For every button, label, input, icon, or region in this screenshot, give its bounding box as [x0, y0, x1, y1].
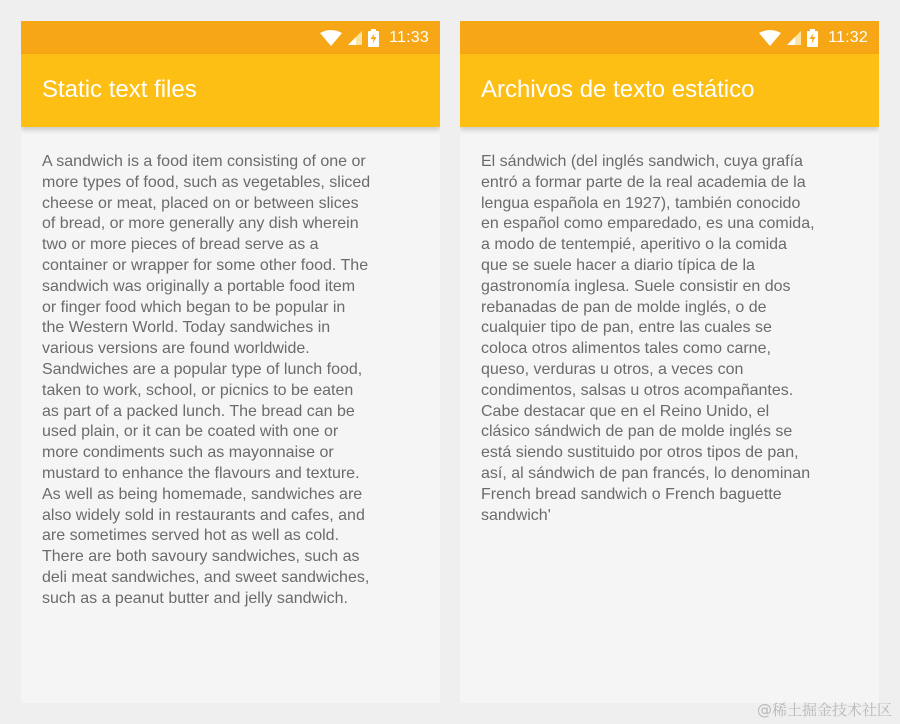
- text-line: taken to work, school, or picnics to be eaten: [42, 381, 354, 399]
- status-icons: [759, 21, 868, 54]
- text-line: que se suele hacer a diario típica de la: [481, 256, 755, 274]
- app-title: Archivos de texto estático: [481, 76, 755, 103]
- text-line: the Western World. Today sandwiches in: [42, 319, 331, 337]
- text-line: lengua española en 1927), también conocido: [481, 194, 801, 212]
- status-time: 11:33: [389, 28, 429, 46]
- text-line: as part of a packed lunch. The bread can be: [42, 402, 355, 420]
- text-line: entró a formar parte de la real academia de la: [481, 173, 806, 191]
- text-line: also widely sold in restaurants and cafes, and: [42, 506, 365, 524]
- text-line: As well as being homemade, sandwiches are: [42, 485, 363, 503]
- text-line: There are both savoury sandwiches, such as: [42, 548, 360, 566]
- text-line: El sándwich (del inglés sandwich, cuya grafía: [481, 153, 803, 170]
- text-line: such as a peanut butter and jelly sandwich.: [42, 589, 348, 607]
- text-line: cualquier tipo de pan, entre las cuales se: [481, 319, 772, 337]
- status-bar: [460, 21, 879, 54]
- text-line: condimentos, salsas u otros acompañantes.: [481, 381, 794, 399]
- text-line: or finger food which began to be popular in: [42, 298, 346, 316]
- text-line: queso, verduras u otros, a veces con: [481, 360, 744, 378]
- battery-charging-icon: [368, 29, 379, 47]
- text-line: are sometimes served hot as well as cold.: [42, 527, 340, 545]
- text-line: more types of food, such as vegetables, sliced: [42, 173, 371, 191]
- text-line: used plain, or it can be coated with one or: [42, 423, 339, 441]
- status-bar: [21, 21, 440, 54]
- text-line: Cabe destacar que en el Reino Unido, el: [481, 402, 770, 420]
- watermark: @稀土掘金技术社区: [756, 701, 892, 719]
- status-icons: [320, 21, 429, 54]
- text-line: French bread sandwich o French baguette: [481, 485, 782, 503]
- wifi-icon: [759, 30, 781, 46]
- text-line: a modo de tentempié, aperitivo o la comida: [481, 236, 787, 254]
- phone-screen-spanish: [460, 21, 879, 703]
- text-line: rebanadas de pan de molde inglés, o de: [481, 298, 767, 316]
- status-time: 11:32: [828, 28, 868, 46]
- text-line: sandwich': [481, 506, 551, 524]
- text-line: sandwich was originally a portable food item: [42, 277, 356, 295]
- text-line: of bread, or more generally any dish wherein: [42, 215, 359, 233]
- text-line: Sandwiches are a popular type of lunch food,: [42, 360, 363, 378]
- text-line: deli meat sandwiches, and sweet sandwiches,: [42, 568, 370, 586]
- text-line: gastronomía inglesa. Suele consistir en dos: [481, 277, 791, 295]
- text-content: [42, 152, 422, 610]
- text-content: [481, 152, 861, 526]
- cell-signal-icon: [348, 31, 362, 45]
- app-title: Static text files: [42, 76, 197, 103]
- text-line: more condiments such as mayonnaise or: [42, 444, 334, 462]
- text-line: cheese or meat, placed on or between slices: [42, 194, 359, 212]
- phone-screen-english: [21, 21, 440, 703]
- text-line: así, al sándwich de pan francés, lo denominan: [481, 464, 811, 482]
- text-line: various versions are found worldwide.: [42, 340, 310, 358]
- text-line: two or more pieces of bread serve as a: [42, 236, 319, 254]
- text-line: en español como emparedado, es una comida,: [481, 215, 815, 233]
- cell-signal-icon: [787, 31, 801, 45]
- wifi-icon: [320, 30, 342, 46]
- text-line: A sandwich is a food item consisting of one or: [42, 153, 366, 170]
- text-line: está siendo sustituido por otros tipos de pan,: [481, 444, 799, 462]
- app-bar: [460, 54, 879, 127]
- app-bar: [21, 54, 440, 127]
- text-line: clásico sándwich de pan de molde inglés se: [481, 423, 793, 441]
- text-line: container or wrapper for some other food. The: [42, 256, 369, 274]
- text-line: mustard to enhance the flavours and texture.: [42, 464, 360, 482]
- text-line: coloca otros alimentos tales como carne,: [481, 340, 771, 358]
- battery-charging-icon: [807, 29, 818, 47]
